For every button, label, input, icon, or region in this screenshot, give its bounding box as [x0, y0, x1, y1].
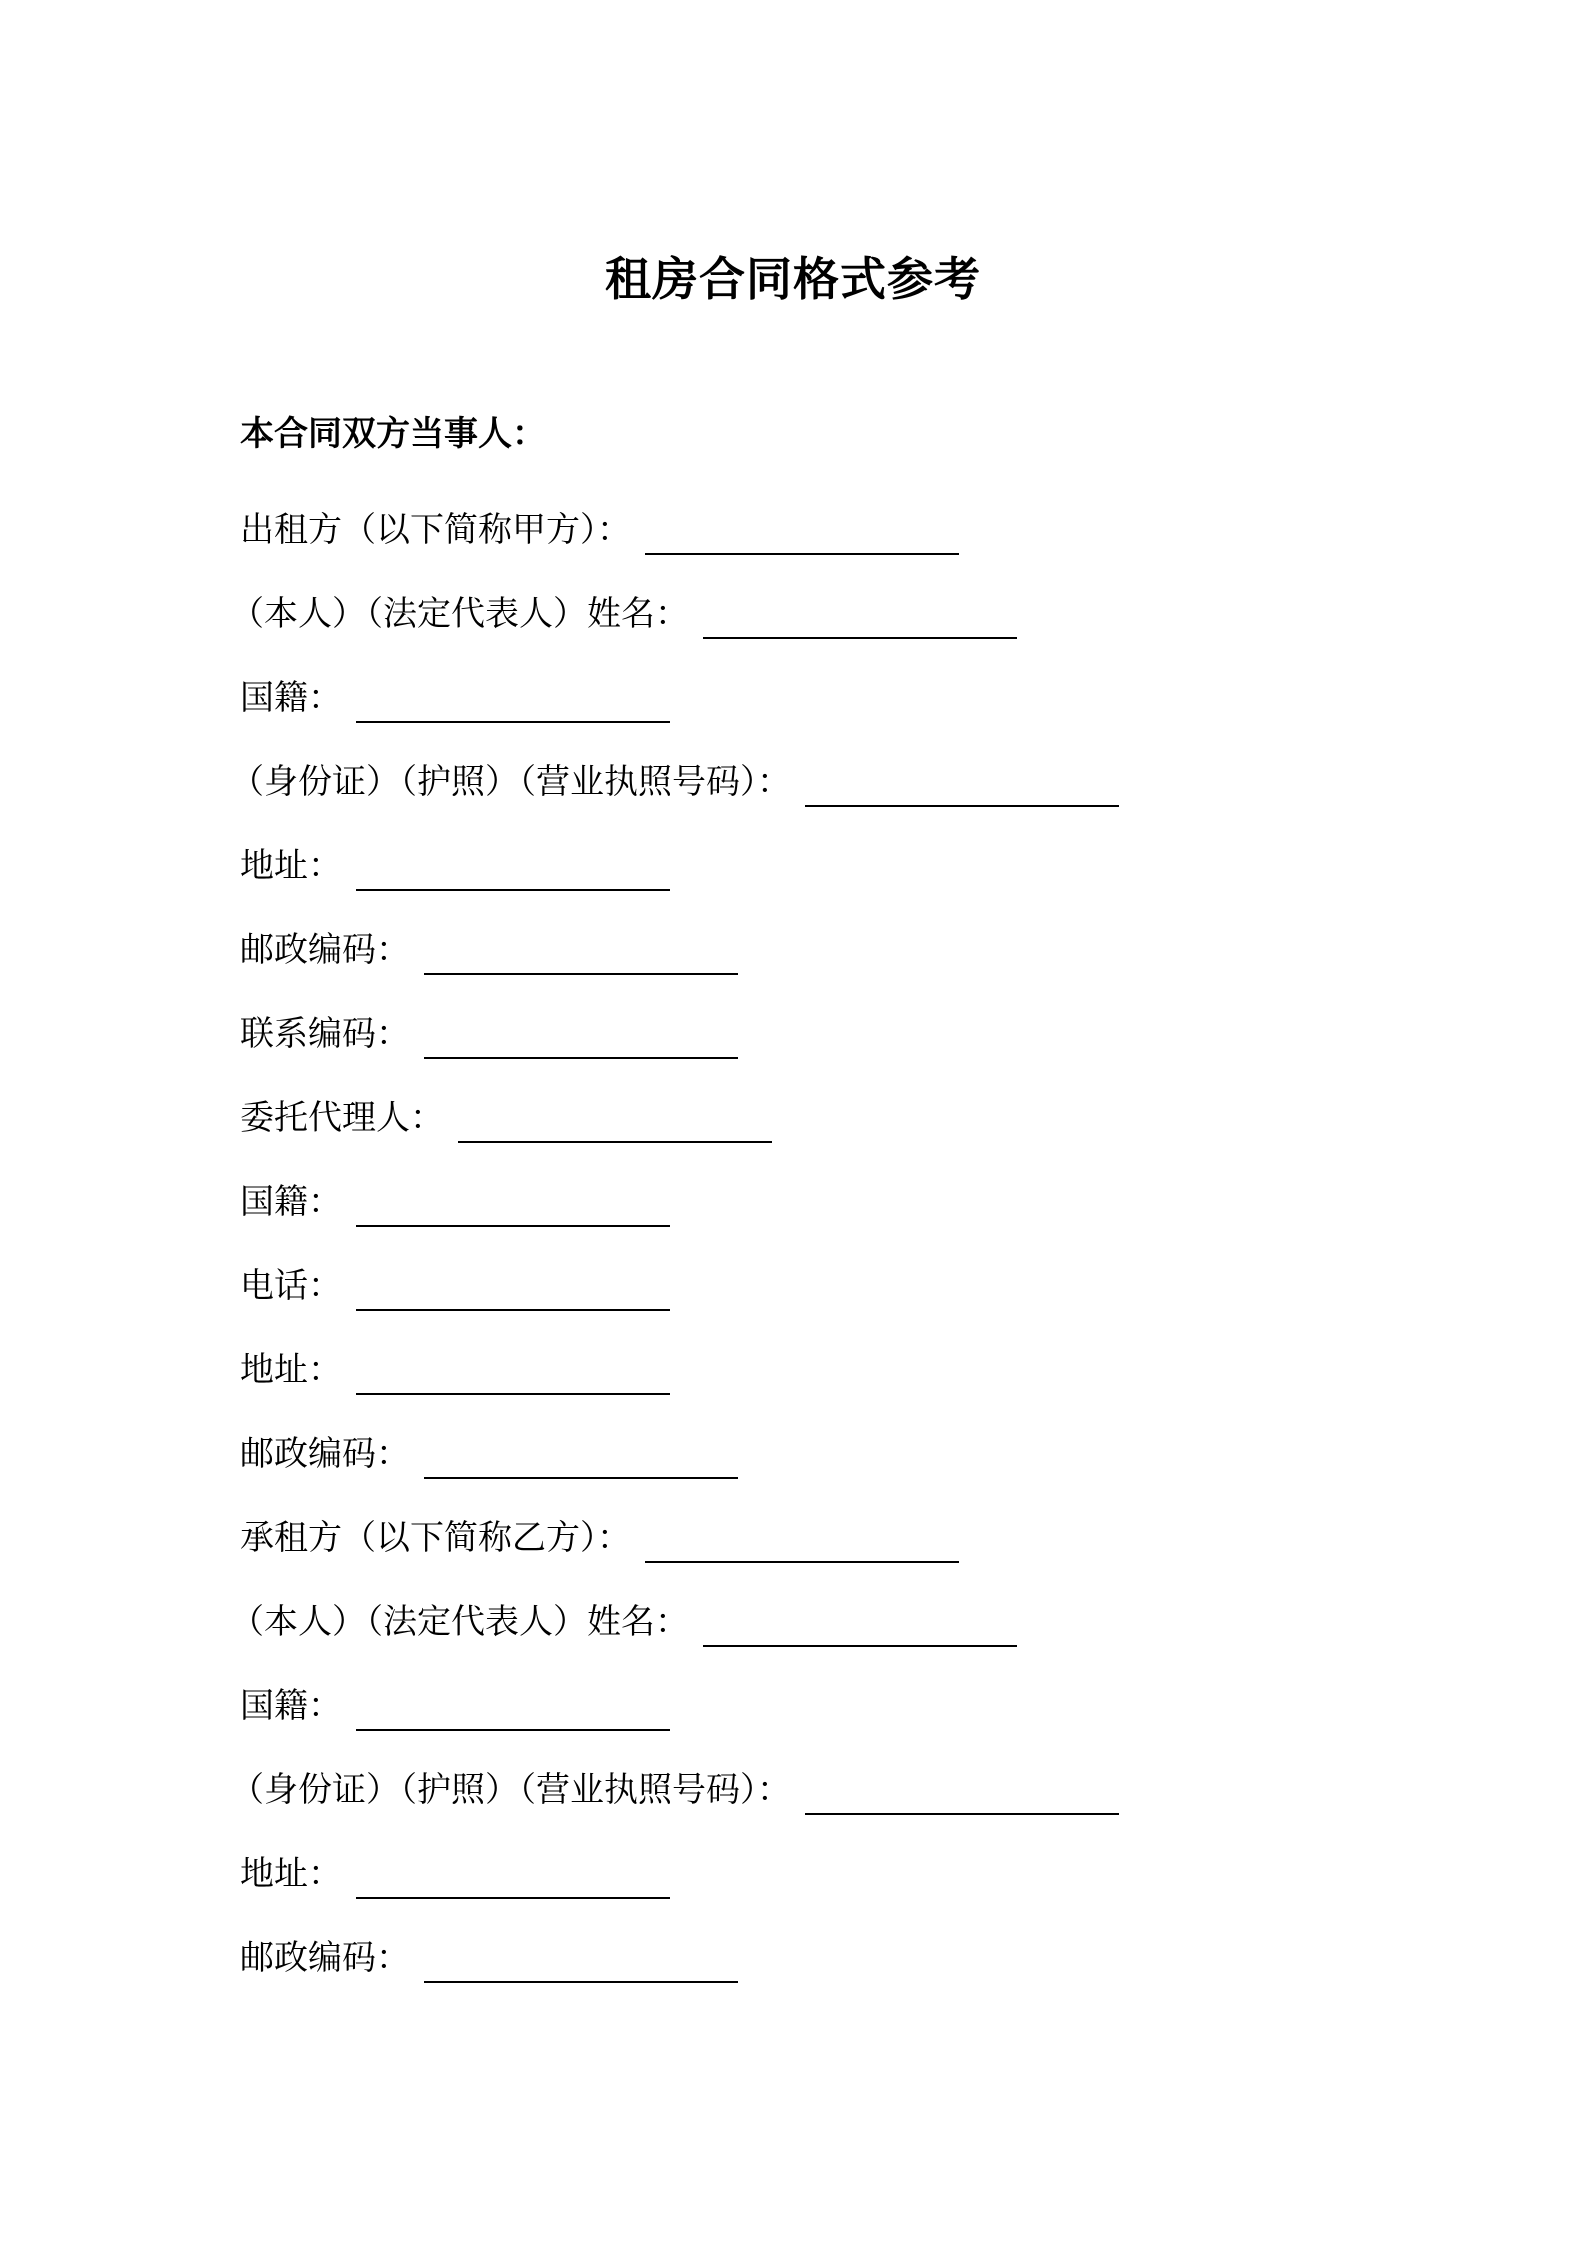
field-label: 地址：	[240, 1350, 342, 1390]
field-row-lessor-id	[230, 740, 1119, 824]
fill-in-blank[interactable]	[424, 933, 738, 975]
fill-in-blank[interactable]	[356, 1689, 670, 1731]
field-label: 委托代理人：	[240, 1098, 444, 1138]
fill-in-blank[interactable]	[458, 1101, 772, 1143]
field-label: 出租方（以下简称甲方）：	[240, 510, 631, 550]
fill-in-blank[interactable]	[356, 1353, 670, 1395]
field-label: 邮政编码：	[240, 1938, 410, 1978]
field-label: （本人）（法定代表人）姓名：	[230, 1602, 689, 1642]
field-label: 国籍：	[240, 1182, 342, 1222]
fill-in-blank[interactable]	[424, 1017, 738, 1059]
field-label: 联系编码：	[240, 1014, 410, 1054]
parties-intro: 本合同双方当事人：	[240, 414, 546, 454]
field-row-lessor	[240, 488, 1119, 572]
field-row-lessee-name	[230, 1580, 1119, 1664]
field-label: 地址：	[240, 1854, 342, 1894]
fill-in-blank[interactable]	[424, 1941, 738, 1983]
fill-in-blank[interactable]	[356, 1269, 670, 1311]
field-label: 承租方（以下简称乙方）：	[240, 1518, 631, 1558]
field-row-agent-address	[240, 1328, 1119, 1412]
fill-in-blank[interactable]	[805, 765, 1119, 807]
field-row-lessor-address	[240, 824, 1119, 908]
field-label: 电话：	[240, 1266, 342, 1306]
fill-in-blank[interactable]	[645, 1521, 959, 1563]
fill-in-blank[interactable]	[424, 1437, 738, 1479]
field-label: （本人）（法定代表人）姓名：	[230, 594, 689, 634]
fill-in-blank[interactable]	[356, 681, 670, 723]
field-row-lessor-postcode	[240, 908, 1119, 992]
field-label: 国籍：	[240, 678, 342, 718]
fill-in-blank[interactable]	[356, 849, 670, 891]
fill-in-blank[interactable]	[645, 513, 959, 555]
field-row-lessee-id	[230, 1748, 1119, 1832]
field-label: （身份证）（护照）（营业执照号码）：	[230, 762, 791, 802]
field-label: （身份证）（护照）（营业执照号码）：	[230, 1770, 791, 1810]
fill-in-blank[interactable]	[703, 597, 1017, 639]
field-label: 邮政编码：	[240, 1434, 410, 1474]
field-row-lessee-address	[240, 1832, 1119, 1916]
field-row-lessor-contact	[240, 992, 1119, 1076]
field-row-agent	[240, 1076, 1119, 1160]
field-row-agent-postcode	[240, 1412, 1119, 1496]
field-row-agent-phone	[240, 1244, 1119, 1328]
field-row-lessee-nationality	[240, 1664, 1119, 1748]
field-label: 国籍：	[240, 1686, 342, 1726]
field-row-lessee-postcode	[240, 1916, 1119, 2000]
field-row-lessor-name	[230, 572, 1119, 656]
fill-in-blank[interactable]	[805, 1773, 1119, 1815]
fill-in-blank[interactable]	[703, 1605, 1017, 1647]
field-label: 邮政编码：	[240, 930, 410, 970]
field-row-lessee	[240, 1496, 1119, 1580]
document-title: 租房合同格式参考	[605, 251, 981, 306]
fill-in-blank[interactable]	[356, 1857, 670, 1899]
party-fields-list	[230, 488, 1119, 2000]
fill-in-blank[interactable]	[356, 1185, 670, 1227]
field-label: 地址：	[240, 846, 342, 886]
field-row-lessor-nationality	[240, 656, 1119, 740]
field-row-agent-nationality	[240, 1160, 1119, 1244]
